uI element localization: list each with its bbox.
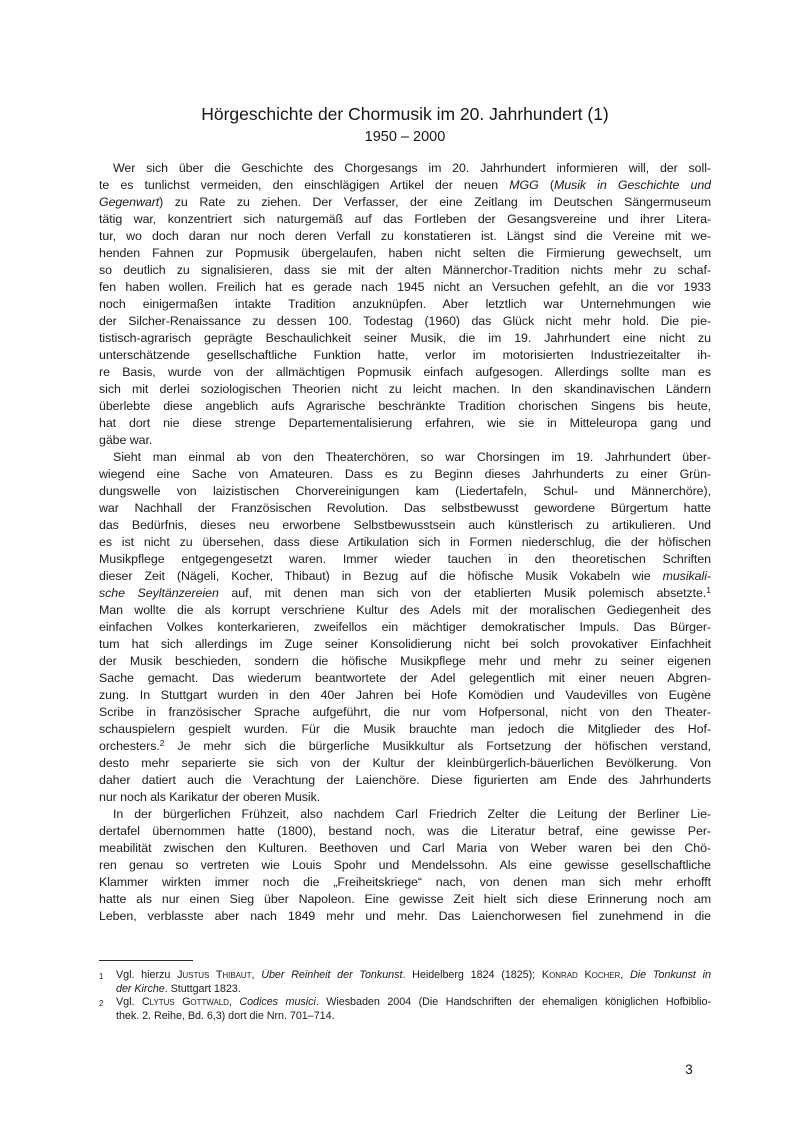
footnote-text xyxy=(116,969,711,996)
text-line xyxy=(99,619,711,636)
text-segment: tätig war, konzentriert sich naturgemäß auf das Fortleben der Gesangsvereine und ihrer Litera- xyxy=(99,212,711,226)
text-segment: , xyxy=(251,969,262,981)
text-line xyxy=(99,245,711,262)
text-line xyxy=(116,996,711,1010)
text-line xyxy=(99,653,711,670)
text-segment: Man wollte die als korrupt verschriene Kultur des Adels mit der moralischen Gediegenheit des xyxy=(99,603,711,617)
text-line xyxy=(99,670,711,687)
text-segment: Musikpflege entgegengesetzt waren. Immer wieder tauchen in den theoretischen Schriften xyxy=(99,552,711,566)
text-line xyxy=(99,636,711,653)
text-segment: schauspielern gespielt wurden. Für die Musik brauchte man jedoch die Mitglieder des Hof- xyxy=(99,722,711,736)
text-segment: . Heidelberg 1824 (1825); xyxy=(402,969,542,981)
text-segment: Je mehr sich die bürgerliche Musikkultur als Fortsetzung der höfischen verstand, xyxy=(164,739,711,753)
paragraph xyxy=(99,160,711,449)
text-segment: nur noch als Karikatur der oberen Musik. xyxy=(99,790,321,804)
text-segment: Wer sich über die Geschichte des Chorgesangs im 20. Jahrhundert informieren will, der soll- xyxy=(113,161,711,175)
text-segment: so deutlich zu signalisieren, dass sie mit der alten Männerchor-Tradition nichts mehr zu schaf- xyxy=(99,263,711,277)
text-segment: Vgl. xyxy=(116,996,142,1008)
paragraph xyxy=(99,806,711,925)
text-segment: , xyxy=(228,996,240,1008)
text-segment: hat dort nie diese strenge Departementalisierung erfahren, wie sie in Mitteleuropa gang und xyxy=(99,416,711,430)
text-segment: tur, wo doch daran nur noch deren Verfall zu konstatieren ist. Längst sind die Vereine mit we- xyxy=(99,229,711,243)
text-line xyxy=(99,228,711,245)
text-line xyxy=(99,823,711,840)
text-line xyxy=(99,415,711,432)
footnote-marker: 2 xyxy=(99,999,104,1008)
text-segment: In der bürgerlichen Frühzeit, also nachdem Carl Friedrich Zelter die Leitung der Berliner Lie- xyxy=(113,807,711,821)
text-segment: Die Tonkunst in xyxy=(630,969,711,981)
text-segment: das Bedürfnis, dieses neu erworbene Selbstbewusstsein auch künstlerisch zu artikulieren. Und xyxy=(99,518,711,532)
text-segment: es ist nicht zu übersehen, dass diese Artikulation sich in Formen niederschlug, die der höfischen xyxy=(99,535,711,549)
text-line xyxy=(99,381,711,398)
footnote xyxy=(99,969,711,996)
text-line xyxy=(99,398,711,415)
text-segment: ( xyxy=(538,178,554,192)
text-segment: dertafel übernommen hatte (1800), bestand noch, was die Literatur betraf, eine gewisse Per- xyxy=(99,824,711,838)
text-segment: sich mit derlei soziologischen Theorien nicht zu leicht machen. In den skandinavischen Ländern xyxy=(99,382,711,396)
text-segment: Justus Thibaut xyxy=(177,969,252,981)
text-line xyxy=(116,969,711,983)
text-line xyxy=(99,874,711,891)
text-line xyxy=(99,500,711,517)
body-text xyxy=(99,160,711,925)
text-line xyxy=(99,891,711,908)
text-segment: Scribe in französischer Sprache aufgeführt, die nur vom Hofpersonal, nicht von den Theater- xyxy=(99,705,711,719)
text-line xyxy=(99,517,711,534)
text-segment: re Basis, wurde von der allmächtigen Popmusik einfach aufgesogen. Allerdings sollte man es xyxy=(99,365,711,379)
text-segment: der Musik beschieden, sondern die höfische Musikpflege mehr und mehr zu seiner eigenen xyxy=(99,654,711,668)
text-line xyxy=(99,908,711,925)
text-line xyxy=(99,313,711,330)
text-line xyxy=(99,551,711,568)
text-segment: tum hat sich allerdings im Zuge seiner Konsolidierung nicht bei solch provokativer Einfachheit xyxy=(99,637,711,651)
text-segment: tistisch-agrarisch geprägte Beschaulichkeit seiner Musik, die im 19. Jahrhundert eine nicht zu xyxy=(99,331,711,345)
text-segment: Sache gemacht. Das wiederum beantwortete der Adel gelegentlich mit einer neuen Abgren- xyxy=(99,671,711,685)
text-line xyxy=(99,262,711,279)
text-line xyxy=(116,983,711,997)
text-segment: . Wiesbaden 2004 (Die Handschriften der ehemaligen königlichen Hofbiblio- xyxy=(315,996,711,1008)
text-line xyxy=(99,279,711,296)
text-line xyxy=(99,602,711,619)
text-segment: Konrad Kocher xyxy=(541,969,621,981)
text-line xyxy=(99,296,711,313)
text-segment: orchesters. xyxy=(99,739,160,753)
text-segment: MGG xyxy=(509,178,539,192)
page-title: Hörgeschichte der Chormusik im 20. Jahrhundert (1) xyxy=(201,104,609,124)
text-segment: der Kirche xyxy=(116,982,165,995)
text-segment: thek. 2. Reihe, Bd. 6,3) dort die Nrn. 701–714. xyxy=(116,1009,335,1022)
text-line xyxy=(99,211,711,228)
text-line xyxy=(99,364,711,381)
text-segment: noch einigermaßen intakte Tradition anzuknüpfen. Aber letztlich war Unternehmungen wie xyxy=(99,297,711,311)
text-line xyxy=(99,330,711,347)
text-segment: henden Fahnen zur Popmusik übergelaufen, haben nicht selten die Firmierung gewechselt, um xyxy=(99,246,711,260)
text-segment: gäbe war. xyxy=(99,433,153,447)
text-line xyxy=(99,177,711,194)
text-segment: Vgl. hierzu xyxy=(116,969,178,981)
text-line xyxy=(99,568,711,585)
text-segment: , xyxy=(620,969,631,981)
text-line xyxy=(99,449,711,466)
page-number: 3 xyxy=(685,1062,693,1077)
text-segment: Leben, verblasste aber nach 1849 mehr und mehr. Das Laienchorwesen fiel zunehmend in die xyxy=(99,909,711,923)
text-line xyxy=(116,1010,711,1024)
text-segment: war Nachhall der Französischen Revolution. Das selbstbewusst gewordene Bürgertum hatte xyxy=(99,501,711,515)
text-segment: ) zu Rate zu ziehen. Der Verfasser, der eine Zeitlang im Deutschen Sängermuseum xyxy=(159,195,711,209)
text-line xyxy=(99,840,711,857)
text-segment: wiegend eine Sache von Amateuren. Dass es zu Beginn dieses Jahrhunderts zu einer Grün- xyxy=(99,467,711,481)
footnote-marker: 1 xyxy=(99,972,104,981)
footnote xyxy=(99,996,711,1023)
text-line xyxy=(99,194,711,211)
text-segment: Musik in Geschichte und xyxy=(553,178,711,192)
text-line xyxy=(99,160,711,177)
text-segment: te es tunlichst vermeiden, den einschlägigen Artikel der neuen xyxy=(99,178,510,192)
text-segment: ren genau so vertreten wie Louis Spohr und Mendelssohn. Als eine gewisse gesellschaftliche xyxy=(99,858,711,872)
page-subtitle: 1950 – 2000 xyxy=(364,129,446,145)
text-segment: unterschätzende gesellschaftliche Funktion hatte, verlor im motorisierten Industriezeitalter ih- xyxy=(99,348,711,362)
text-segment: der Silcher-Renaissance zu dessen 100. Todestag (1960) das Glück nicht mehr hold. Die pie- xyxy=(99,314,711,328)
footnote-reference: 2 xyxy=(159,738,165,748)
text-line xyxy=(99,534,711,551)
text-line xyxy=(99,483,711,500)
text-segment: Über Reinheit der Tonkunst xyxy=(261,969,403,981)
text-line xyxy=(99,466,711,483)
paragraph xyxy=(99,449,711,806)
text-line xyxy=(99,755,711,772)
text-line xyxy=(99,585,711,602)
text-segment: desto mehr separierte sie sich von der Kultur der kleinbürgerlich-bäuerlichen Bevölkerung. Von xyxy=(99,756,711,770)
text-line xyxy=(99,789,711,806)
text-segment: dungswelle von laizistischen Chorvereinigungen kam (Liedertafeln, Schul- und Männerchöre), xyxy=(99,484,711,498)
footnote-separator xyxy=(99,960,193,961)
footnotes xyxy=(99,969,711,1023)
text-line xyxy=(99,687,711,704)
text-segment: überlebte diese angeblich aufs Agrarische beschränkte Tradition chorischen Singens bis heute, xyxy=(99,399,711,413)
text-line xyxy=(99,738,711,755)
text-segment: daher datiert auch die Verachtung der Laienchöre. Diese figurierten am Ende des Jahrhunderts xyxy=(99,773,711,787)
text-segment: . Stuttgart 1823. xyxy=(164,982,241,995)
text-line xyxy=(99,347,711,364)
text-segment: sche Seyltänzereien xyxy=(99,586,219,600)
text-segment: hatte als nur einen Sieg über Napoleon. Eine gewisse Zeit hielt sich diese Erinnerung noch am xyxy=(99,892,711,906)
text-line xyxy=(99,432,711,449)
text-segment: fen haben wollen. Freilich hat es gerade nach 1945 nicht an Versuchen gefehlt, an die vor 1933 xyxy=(99,280,711,294)
text-segment: einfachen Volkes konterkarieren, zweifellos ein mächtiger demokratischer Impuls. Das Bürger- xyxy=(99,620,711,634)
text-segment: Clytus Gottwald xyxy=(141,996,229,1008)
text-line xyxy=(99,857,711,874)
footnote-text xyxy=(116,996,711,1023)
text-segment: meabilität zwischen den Kulturen. Beethoven und Carl Maria von Weber waren bei den Chö- xyxy=(99,841,711,855)
text-line xyxy=(99,721,711,738)
text-segment: dieser Zeit (Nägeli, Kocher, Thibaut) in Bezug auf die höfische Musik Vokabeln wie xyxy=(99,569,663,583)
text-line xyxy=(99,806,711,823)
text-segment: zung. In Stuttgart wurden in den 40er Jahren bei Hofe Komödien und Vaudevilles von Eugène xyxy=(99,688,711,702)
text-segment: musikali- xyxy=(662,569,711,583)
text-segment: Codices musici xyxy=(239,996,316,1008)
text-segment: auf, mit denen man sich von der etablierten Musik polemisch absetzte. xyxy=(218,586,707,600)
text-segment: Klammer wirkten immer noch die „Freiheitskriege“ nach, von denen man sich mehr erhofft xyxy=(99,875,711,889)
footnote-reference: 1 xyxy=(706,585,711,595)
text-line xyxy=(99,704,711,721)
text-segment: Sieht man einmal ab von den Theaterchören, so war Chorsingen im 19. Jahrhundert über- xyxy=(113,450,711,464)
text-line xyxy=(99,772,711,789)
text-segment: Gegenwart xyxy=(99,195,160,209)
